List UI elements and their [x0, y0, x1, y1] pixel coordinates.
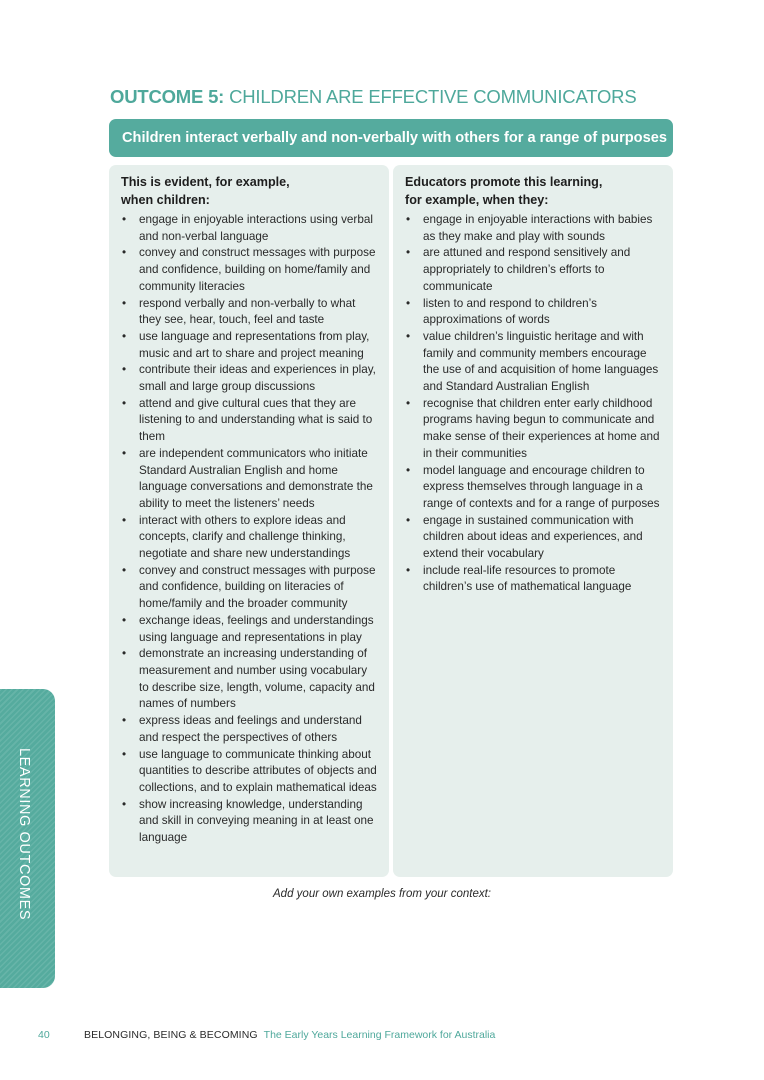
- bullet-icon: •: [406, 329, 411, 343]
- list-item: [405, 212, 661, 245]
- list-item-text: attend and give cultural cues that they are listening to and understanding what is said to them: [139, 396, 373, 444]
- bullet-icon: •: [122, 329, 127, 343]
- list-item-text: demonstrate an increasing understanding of measurement and number using vocabulary to describe size, length, volume, capacity and names of numbers: [139, 647, 375, 711]
- list-item-text: are independent communicators who initiate Standard Australian English and home language conversations and demonstrate the ability to meet the listeners’ needs: [139, 446, 373, 510]
- list-item-text: use language to communicate thinking about quantities to describe attributes of objects and collections, and to explain mathematical ideas: [139, 747, 377, 794]
- list-item: [121, 613, 377, 646]
- educators-promote-panel: [393, 165, 673, 877]
- bullet-icon: •: [122, 363, 127, 377]
- children-evidence-list: [121, 212, 377, 847]
- bullet-icon: •: [406, 396, 411, 410]
- list-item-text: are attuned and respond sensitively and appropriately to children’s efforts to communicate: [423, 246, 631, 293]
- list-item: [121, 245, 377, 295]
- bullet-icon: •: [122, 747, 127, 761]
- list-item: [405, 296, 661, 329]
- list-item-text: engage in enjoyable interactions using verbal and non-verbal language: [139, 213, 373, 243]
- heading-line: This is evident, for example,: [121, 175, 290, 189]
- bullet-icon: •: [122, 563, 127, 577]
- book-subtitle: The Early Years Learning Framework for Australia: [263, 1029, 496, 1041]
- list-item: [121, 329, 377, 362]
- bullet-icon: •: [406, 563, 411, 577]
- list-item-text: recognise that children enter early childhood programs having begun to communicate and make sense of their experiences at home and in their communities: [423, 396, 660, 460]
- outcome-subheading-bar: [109, 119, 673, 157]
- list-item: [121, 646, 377, 713]
- list-item: [121, 563, 377, 613]
- list-item: [121, 362, 377, 395]
- bullet-icon: •: [122, 613, 127, 627]
- bullet-icon: •: [122, 296, 127, 310]
- list-item: [121, 713, 377, 746]
- outcome-subheading: Children interact verbally and non-verbally with others for a range of purposes: [122, 130, 667, 146]
- children-evidence-heading: [121, 174, 377, 209]
- bullet-icon: •: [122, 714, 127, 728]
- bullet-icon: •: [406, 513, 411, 527]
- list-item: [121, 296, 377, 329]
- list-item-text: interact with others to explore ideas and concepts, clarify and challenge thinking, negotiate and share new understandings: [139, 513, 351, 561]
- list-item: [121, 212, 377, 245]
- bullet-icon: •: [406, 213, 411, 226]
- outcome-label: OUTCOME 5:: [110, 86, 225, 107]
- list-item: [121, 513, 377, 563]
- list-item: [405, 463, 661, 513]
- list-item-text: engage in enjoyable interactions with babies as they make and play with sounds: [423, 213, 653, 243]
- educators-promote-list: [405, 212, 661, 596]
- heading-line: Educators promote this learning,: [405, 175, 603, 189]
- list-item-text: contribute their ideas and experiences in play, small and large group discussions: [139, 363, 376, 394]
- list-item-text: respond verbally and non-verbally to what they see, hear, touch, feel and taste: [139, 296, 356, 327]
- list-item-text: model language and encourage children to express themselves through language in a range of contexts and for a range of purposes: [423, 463, 660, 510]
- list-item-text: use language and representations from play, music and art to share and project meaning: [139, 329, 370, 360]
- list-item-text: convey and construct messages with purpose and confidence, building on literacies of home/family and the broader community: [139, 563, 376, 611]
- page-footer: [38, 1029, 495, 1041]
- outcome-title: [110, 86, 636, 108]
- list-item: [121, 396, 377, 446]
- book-title: BELONGING, BEING & BECOMING: [84, 1029, 258, 1041]
- list-item-text: engage in sustained communication with children about ideas and experiences, and extend their vocabulary: [423, 513, 643, 561]
- heading-line: when children:: [121, 192, 210, 207]
- list-item-text: exchange ideas, feelings and understandings using language and representations in play: [139, 613, 374, 644]
- section-side-tab-label: LEARNING OUTCOMES: [16, 748, 32, 921]
- list-item: [405, 563, 661, 596]
- list-item-text: convey and construct messages with purpose and confidence, building on home/family and community literacies: [139, 246, 376, 293]
- bullet-icon: •: [122, 396, 127, 410]
- list-item: [405, 245, 661, 295]
- bullet-icon: •: [122, 797, 127, 811]
- list-item: [405, 396, 661, 463]
- list-item: [405, 513, 661, 563]
- outcome-name: CHILDREN ARE EFFECTIVE COMMUNICATORS: [224, 86, 637, 107]
- list-item: [121, 797, 377, 847]
- list-item-text: listen to and respond to children’s approximations of words: [423, 296, 597, 327]
- bullet-icon: •: [406, 463, 411, 477]
- list-item-text: value children’s linguistic heritage and with family and community members encourage the use of and acquisition of home languages and Standard Australian English: [423, 329, 659, 394]
- bullet-icon: •: [122, 446, 127, 460]
- list-item: [405, 329, 661, 396]
- list-item-text: show increasing knowledge, understanding and skill in conveying meaning in at least one language: [139, 797, 374, 845]
- list-item-text: express ideas and feelings and understand and respect the perspectives of others: [139, 714, 362, 744]
- list-item: [121, 747, 377, 797]
- bullet-icon: •: [406, 246, 411, 260]
- educators-promote-heading: [405, 174, 661, 209]
- heading-line: for example, when they:: [405, 192, 549, 207]
- add-examples-prompt: Add your own examples from your context:: [273, 888, 491, 900]
- bullet-icon: •: [122, 246, 127, 260]
- list-item-text: include real-life resources to promote children’s use of mathematical language: [423, 563, 632, 594]
- children-evidence-panel: [109, 165, 389, 877]
- list-item: [121, 446, 377, 513]
- bullet-icon: •: [122, 213, 127, 226]
- page-number: 40: [38, 1029, 50, 1041]
- bullet-icon: •: [406, 296, 411, 310]
- bullet-icon: •: [122, 647, 127, 661]
- bullet-icon: •: [122, 513, 127, 527]
